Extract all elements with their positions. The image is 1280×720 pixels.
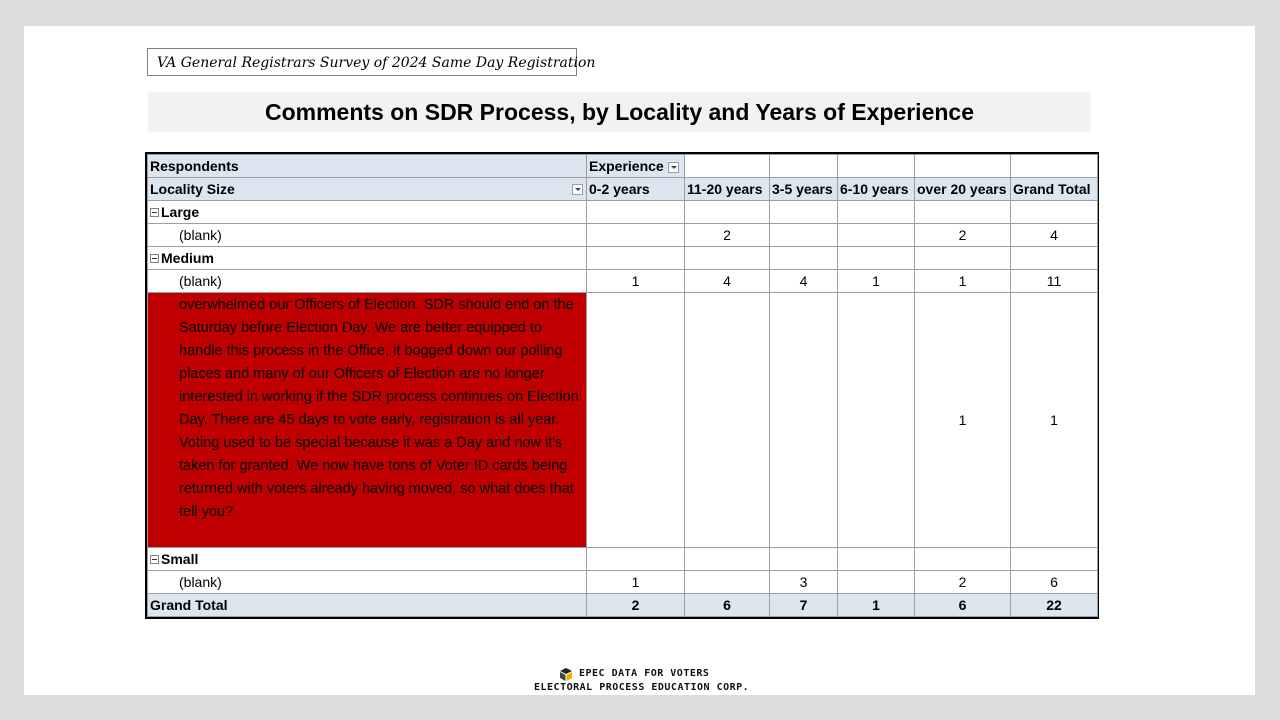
comment-row (148, 293, 1098, 548)
survey-subtitle: VA General Registrars Survey of 2024 Same Day Registration (147, 48, 577, 76)
cell (685, 293, 770, 548)
group-row-small (148, 548, 1098, 571)
row-label: (blank) (148, 224, 587, 247)
pivot-table (145, 152, 1099, 619)
group-label: Large (161, 204, 200, 220)
cell: 2 (915, 571, 1011, 594)
cell: 4 (685, 270, 770, 293)
highlighted-comment-cell[interactable]: overwhelmed our Officers of Election. SDR should end on the Saturday before Election Day. We are better equipped to handle this process in the Office, it bogged down our polling places and many of our Officers of Election are no longer interested in working if the SDR process continues on Election Day. There are 45 days to vote early, registration is all year. Voting used to be special because it was a Day and now it's taken for granted. We now have tons of Voter ID cards being returned with voters already having moved, so what does that tell you? (148, 293, 587, 548)
table-row (148, 571, 1098, 594)
row-label-header: Locality Size (150, 181, 235, 197)
column-field-label: Experience (589, 158, 664, 174)
cell: 3 (770, 571, 838, 594)
cell: 6 (1011, 571, 1098, 594)
total-cell: 6 (915, 594, 1011, 617)
cell: 1 (915, 293, 1011, 548)
cell: 4 (1011, 224, 1098, 247)
row-field-header: Respondents (148, 155, 587, 178)
footer-org-line: ELECTORAL PROCESS EDUCATION CORP. (534, 682, 750, 693)
cell: 11 (1011, 270, 1098, 293)
col-header: 6-10 years (838, 178, 915, 201)
cell: 2 (915, 224, 1011, 247)
cell (685, 571, 770, 594)
experience-filter-header[interactable] (587, 155, 685, 178)
collapse-minus-icon[interactable] (150, 254, 159, 263)
group-row-large (148, 201, 1098, 224)
cell (587, 224, 685, 247)
cell: 1 (838, 270, 915, 293)
cube-logo-icon (559, 668, 573, 681)
collapse-minus-icon[interactable] (150, 555, 159, 564)
table-row (148, 270, 1098, 293)
total-cell: 22 (1011, 594, 1098, 617)
col-header: 11-20 years (685, 178, 770, 201)
cell (838, 571, 915, 594)
cell: 1 (915, 270, 1011, 293)
cell (770, 224, 838, 247)
cell: 4 (770, 270, 838, 293)
col-header: 3-5 years (770, 178, 838, 201)
collapse-minus-icon[interactable] (150, 208, 159, 217)
group-label: Small (161, 551, 199, 567)
locality-size-header[interactable] (148, 178, 587, 201)
cell (838, 293, 915, 548)
total-cell: 2 (587, 594, 685, 617)
grand-total-row (148, 594, 1098, 617)
footer-brand-line: EPEC DATA FOR VOTERS (579, 668, 710, 679)
locality-filter-dropdown-icon[interactable] (572, 184, 583, 195)
group-row-medium (148, 247, 1098, 270)
total-cell: 1 (838, 594, 915, 617)
cell: 1 (587, 270, 685, 293)
page-title: Comments on SDR Process, by Locality and Years of Experience (148, 92, 1091, 132)
col-header: 0-2 years (587, 178, 685, 201)
cell: 1 (1011, 293, 1098, 548)
row-label: (blank) (148, 270, 587, 293)
cell: 1 (587, 571, 685, 594)
cell: 2 (685, 224, 770, 247)
grand-total-label: Grand Total (148, 594, 587, 617)
col-header: over 20 years (915, 178, 1011, 201)
table-row (148, 224, 1098, 247)
cell (770, 293, 838, 548)
col-header: Grand Total (1011, 178, 1098, 201)
total-cell: 6 (685, 594, 770, 617)
cell (587, 293, 685, 548)
cell (838, 224, 915, 247)
total-cell: 7 (770, 594, 838, 617)
group-label: Medium (161, 250, 214, 266)
row-label: (blank) (148, 571, 587, 594)
experience-dropdown-icon[interactable] (668, 162, 679, 173)
